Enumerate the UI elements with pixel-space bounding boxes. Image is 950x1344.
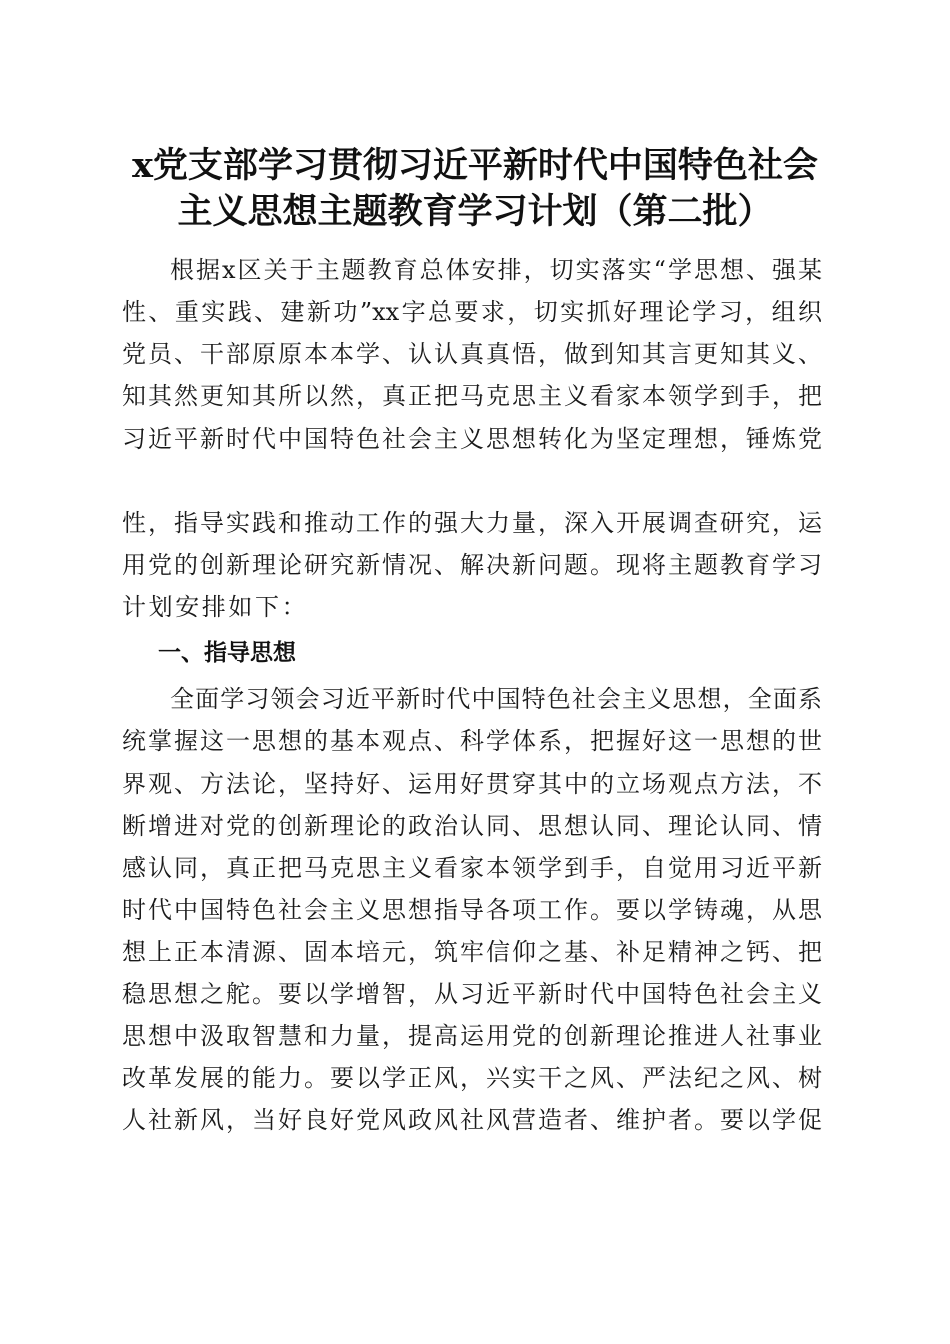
section-paragraph-line: 时代中国特色社会主义思想指导各项工作。要以学铸魂，从思 [122,896,822,924]
document-title-line-2: 主义思想主题教育学习计划（第二批） [177,191,773,232]
intro-paragraph-line-last: 计划安排如下： [122,593,309,621]
intro-paragraph-line: 用党的创新理论研究新情况、解决新问题。现将主题教育学习 [122,551,822,579]
intro-paragraph-line: 习近平新时代中国特色社会主义思想转化为坚定理想，锤炼党 [122,425,822,453]
section-paragraph-line: 想上正本清源、固本培元，筑牢信仰之基、补足精神之钙、把 [122,938,822,966]
intro-paragraph-line: 性、重实践、建新功”xx字总要求，切实抓好理论学习，组织 [122,298,822,326]
section-paragraph-line: 全面学习领会习近平新时代中国特色社会主义思想，全面系 [170,685,822,713]
intro-paragraph-line: 党员、干部原原本本学、认认真真悟，做到知其言更知其义、 [122,340,822,368]
section-paragraph-line: 稳思想之舵。要以学增智，从习近平新时代中国特色社会主义 [122,980,822,1008]
section-paragraph-line: 改革发展的能力。要以学正风，兴实干之风、严法纪之风、树 [122,1064,822,1092]
section-paragraph-line: 界观、方法论，坚持好、运用好贯穿其中的立场观点方法，不 [122,770,822,798]
intro-paragraph-line: 知其然更知其所以然，真正把马克思主义看家本领学到手，把 [122,382,822,410]
section-paragraph-line: 人社新风，当好良好党风政风社风营造者、维护者。要以学促 [122,1106,822,1134]
intro-paragraph-line: 根据x区关于主题教育总体安排，切实落实“学思想、强某 [170,256,822,284]
section-paragraph-line: 统掌握这一思想的基本观点、科学体系，把握好这一思想的世 [122,727,822,755]
section-paragraph-line: 思想中汲取智慧和力量，提高运用党的创新理论推进人社事业 [122,1022,822,1050]
document-title-line-1: x党支部学习贯彻习近平新时代中国特色社会 [132,145,818,186]
intro-paragraph-line: 性，指导实践和推动工作的强大力量，深入开展调查研究，运 [122,509,822,537]
section-heading: 一、指导思想 [158,640,296,666]
section-paragraph-line: 感认同，真正把马克思主义看家本领学到手，自觉用习近平新 [122,854,822,882]
section-paragraph-line: 断增进对党的创新理论的政治认同、思想认同、理论认同、情 [122,812,822,840]
